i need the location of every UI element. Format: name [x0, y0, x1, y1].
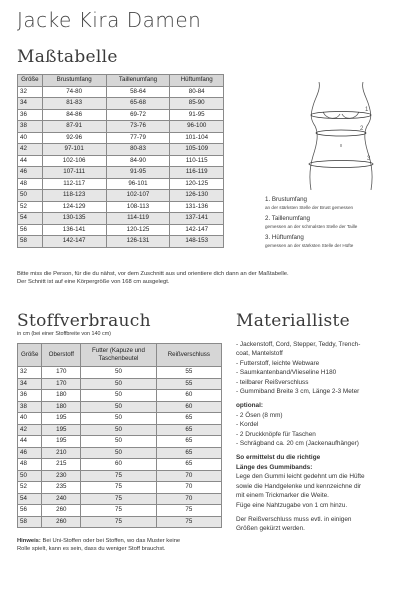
table-row [18, 121, 224, 133]
table-row [18, 413, 222, 425]
table-cell: 50 [81, 413, 156, 425]
table-cell: 42 [18, 424, 42, 436]
table-cell: 40 [18, 413, 42, 425]
hint-label: Hinweis: [17, 538, 41, 544]
fabric-table-header-row [18, 344, 222, 367]
header-cell: Brustumfang [42, 75, 106, 87]
table-cell: 70 [156, 493, 221, 505]
material-item: coat, Mantelstoff [236, 350, 283, 358]
table-cell: 65 [156, 436, 221, 448]
table-cell: 80-83 [106, 144, 170, 156]
table-cell: 60 [156, 390, 221, 402]
waist-line [316, 130, 366, 136]
table-cell: 50 [18, 190, 43, 202]
table-row [18, 424, 222, 436]
table-row [18, 155, 224, 167]
table-row [18, 190, 224, 202]
table-cell: 112-117 [42, 178, 106, 190]
table-cell: 50 [81, 424, 156, 436]
table-cell: 42 [18, 144, 43, 156]
fabric-hint: Hinweis: Bei Uni-Stoffen oder bei Stoffen, wo das Muster keine Rolle spielt, kann es sein, dass du weniger Stoff brauchst. [17, 538, 181, 552]
elastic-instruction-line: Lege den Gummi leicht gedehnt um die Hüfte [236, 473, 365, 481]
table-cell: 195 [42, 413, 81, 425]
material-item: - Futterstoff, leichte Webware [236, 359, 320, 367]
table-cell: 46 [18, 167, 43, 179]
table-row [18, 109, 224, 121]
elastic-heading-line2: Länge des Gummibands: [236, 463, 313, 471]
table-cell: 195 [42, 436, 81, 448]
table-row [18, 436, 222, 448]
fabric-heading: Stoffverbrauch [17, 311, 151, 331]
table-cell: 69-72 [106, 109, 170, 121]
table-cell: 65-68 [106, 98, 170, 110]
optional-label: optional: [236, 402, 263, 410]
table-cell: 260 [42, 505, 81, 517]
elastic-instruction-line: sowie die Handgelenke und kennzeichne dir [236, 482, 362, 490]
table-cell: 60 [81, 459, 156, 471]
table-cell: 96-101 [106, 178, 170, 190]
table-cell: 110-115 [170, 155, 224, 167]
zipper-note-line: Der Reißverschluss muss evtl. in einigen [236, 515, 352, 523]
table-cell: 36 [18, 390, 42, 402]
legend-item-hip: 3. Hüftumfang gemessen an der stärksten Stelle der Hüfte [265, 234, 354, 248]
document-title: Jacke Kira Damen [17, 8, 202, 32]
table-cell: 50 [18, 470, 42, 482]
table-cell: 75 [156, 516, 221, 528]
body-measurement-figure [305, 82, 377, 190]
figure-right-bust [342, 112, 359, 118]
table-cell: 55 [156, 367, 221, 379]
table-cell: 75 [81, 493, 156, 505]
table-cell: 54 [18, 493, 42, 505]
table-row [18, 493, 222, 505]
table-cell: 87-91 [42, 121, 106, 133]
table-cell: 74-80 [42, 86, 106, 98]
table-cell: 118-123 [42, 190, 106, 202]
table-cell: 34 [18, 378, 42, 390]
table-cell: 101-104 [170, 132, 224, 144]
table-row [18, 482, 222, 494]
table-cell: 195 [42, 424, 81, 436]
table-row [18, 213, 224, 225]
table-cell: 170 [42, 378, 81, 390]
size-table-header-row [18, 75, 224, 87]
table-cell: 75 [81, 482, 156, 494]
size-table-heading: Maßtabelle [17, 47, 118, 67]
header-cell: Futter (Kapuze und Taschenbeutel [81, 344, 156, 367]
optional-item: - 2 Druckknöpfe für Taschen [236, 430, 316, 438]
table-cell: 230 [42, 470, 81, 482]
table-cell: 48 [18, 459, 42, 471]
table-row [18, 201, 224, 213]
table-cell: 210 [42, 447, 81, 459]
table-cell: 114-119 [106, 213, 170, 225]
materials-list [236, 340, 412, 534]
fabric-table [17, 343, 222, 528]
table-cell: 240 [42, 493, 81, 505]
table-cell: 52 [18, 482, 42, 494]
optional-item: - Kordel [236, 421, 259, 429]
header-cell: Oberstoff [42, 344, 81, 367]
table-cell: 50 [81, 447, 156, 459]
table-cell: 73-76 [106, 121, 170, 133]
material-item: - Jackenstoff, Cord, Stepper, Teddy, Trench- [236, 341, 361, 348]
header-cell: Hüftumfang [170, 75, 224, 87]
table-cell: 81-83 [42, 98, 106, 110]
table-cell: 235 [42, 482, 81, 494]
table-cell: 56 [18, 224, 43, 236]
table-cell: 170 [42, 367, 81, 379]
table-cell: 85-90 [170, 98, 224, 110]
header-cell: Größe [18, 344, 42, 367]
table-cell: 84-90 [106, 155, 170, 167]
table-row [18, 516, 222, 528]
measurement-note: Bitte miss die Person, für die du nähst, vor dem Zuschnitt aus und orientiere dich dann an der Maßtabelle. Der Schnitt ist auf eine Körpergröße von 168 cm ausgelegt. [17, 271, 289, 285]
table-cell: 84-86 [42, 109, 106, 121]
table-cell: 50 [81, 367, 156, 379]
table-cell: 75 [156, 505, 221, 517]
table-row [18, 236, 224, 248]
table-cell: 80-84 [170, 86, 224, 98]
table-cell: 48 [18, 178, 43, 190]
table-cell: 56 [18, 505, 42, 517]
table-cell: 46 [18, 447, 42, 459]
table-cell: 65 [156, 424, 221, 436]
table-cell: 65 [156, 459, 221, 471]
table-cell: 32 [18, 367, 42, 379]
table-cell: 120-125 [106, 224, 170, 236]
table-cell: 65 [156, 447, 221, 459]
material-item: - teilbarer Reißverschluss [236, 378, 309, 386]
table-cell: 97-101 [42, 144, 106, 156]
table-cell: 116-119 [170, 167, 224, 179]
table-cell: 55 [156, 378, 221, 390]
figure-right-outline [363, 82, 372, 190]
table-cell: 77-79 [106, 132, 170, 144]
optional-item: - Schrägband ca. 20 cm (Jackenaufhänger) [236, 440, 359, 448]
table-cell: 52 [18, 201, 43, 213]
materials-heading: Materialliste [236, 311, 350, 331]
table-cell: 92-96 [42, 132, 106, 144]
fabric-subheading: in cm (bei einer Stoffbreite von 140 cm) [17, 331, 111, 337]
table-cell: 130-135 [42, 213, 106, 225]
table-cell: 75 [81, 470, 156, 482]
legend-item-waist: 2. Taillenumfang gemessen an der schmalsten Stelle der Taille [265, 215, 358, 229]
header-cell: Reißverschluss [156, 344, 221, 367]
table-cell: 54 [18, 213, 43, 225]
table-cell: 38 [18, 401, 42, 413]
table-cell: 120-125 [170, 178, 224, 190]
header-cell: Taillenumfang [106, 75, 170, 87]
table-cell: 70 [156, 470, 221, 482]
table-row [18, 132, 224, 144]
table-cell: 260 [42, 516, 81, 528]
zipper-note-line: Größen gekürzt werden. [236, 525, 305, 533]
table-cell: 136-141 [42, 224, 106, 236]
elastic-instruction-line: Füge eine Nahtzugabe von 1 cm hinzu. [236, 501, 348, 509]
table-row [18, 390, 222, 402]
table-row [18, 447, 222, 459]
table-cell: 131-136 [170, 201, 224, 213]
table-cell: 60 [156, 401, 221, 413]
hip-marker: 3 [367, 156, 371, 162]
waist-marker: 2 [360, 126, 364, 132]
table-cell: 34 [18, 98, 43, 110]
table-cell: 180 [42, 401, 81, 413]
table-cell: 124-129 [42, 201, 106, 213]
table-cell: 50 [81, 378, 156, 390]
size-table [17, 74, 224, 248]
table-cell: 50 [81, 436, 156, 448]
table-cell: 102-107 [106, 190, 170, 202]
table-row [18, 224, 224, 236]
table-cell: 32 [18, 86, 43, 98]
table-cell: 36 [18, 109, 43, 121]
header-cell: Größe [18, 75, 43, 87]
table-row [18, 470, 222, 482]
table-cell: 215 [42, 459, 81, 471]
table-cell: 75 [81, 516, 156, 528]
table-cell: 108-113 [106, 201, 170, 213]
table-cell: 105-109 [170, 144, 224, 156]
table-cell: 40 [18, 132, 43, 144]
table-cell: 126-130 [170, 190, 224, 202]
bust-marker: 1 [365, 107, 369, 113]
table-cell: 126-131 [106, 236, 170, 248]
table-cell: 107-111 [42, 167, 106, 179]
table-cell: 142-147 [42, 236, 106, 248]
table-row [18, 459, 222, 471]
bust-line [311, 112, 371, 119]
table-row [18, 367, 222, 379]
table-cell: 91-95 [170, 109, 224, 121]
table-cell: 91-95 [106, 167, 170, 179]
table-cell: 180 [42, 390, 81, 402]
elastic-heading-line1: So ermittelst du die richtige [236, 454, 321, 462]
table-row [18, 86, 224, 98]
hip-line [309, 161, 373, 168]
measurement-legend [265, 196, 415, 249]
table-cell: 148-153 [170, 236, 224, 248]
table-cell: 50 [81, 390, 156, 402]
elastic-instruction-line: mit einem Trickmarker die Weite. [236, 492, 329, 500]
optional-item: - 2 Ösen (8 mm) [236, 411, 283, 419]
table-row [18, 178, 224, 190]
table-cell: 65 [156, 413, 221, 425]
table-row [18, 505, 222, 517]
table-cell: 142-147 [170, 224, 224, 236]
figure-left-bust [323, 112, 340, 118]
material-item: - Gummiband Breite 3 cm, Länge 2-3 Meter [236, 388, 360, 396]
table-row [18, 98, 224, 110]
table-cell: 75 [81, 505, 156, 517]
legend-item-bust: 1. Brustumfang an der stärksten Stelle der Brust gemessen [265, 196, 354, 210]
material-item: - Saumkantenband/Vlieseline H180 [236, 369, 337, 377]
table-cell: 102-106 [42, 155, 106, 167]
table-cell: 70 [156, 482, 221, 494]
table-cell: 38 [18, 121, 43, 133]
figure-left-outline [310, 82, 319, 190]
table-cell: 44 [18, 436, 42, 448]
table-cell: 44 [18, 155, 43, 167]
table-cell: 50 [81, 401, 156, 413]
table-cell: 137-141 [170, 213, 224, 225]
table-cell: 58 [18, 236, 43, 248]
table-cell: 58 [18, 516, 42, 528]
table-cell: 96-100 [170, 121, 224, 133]
table-row [18, 378, 222, 390]
table-cell: 58-64 [106, 86, 170, 98]
table-row [18, 144, 224, 156]
table-row [18, 401, 222, 413]
table-row [18, 167, 224, 179]
